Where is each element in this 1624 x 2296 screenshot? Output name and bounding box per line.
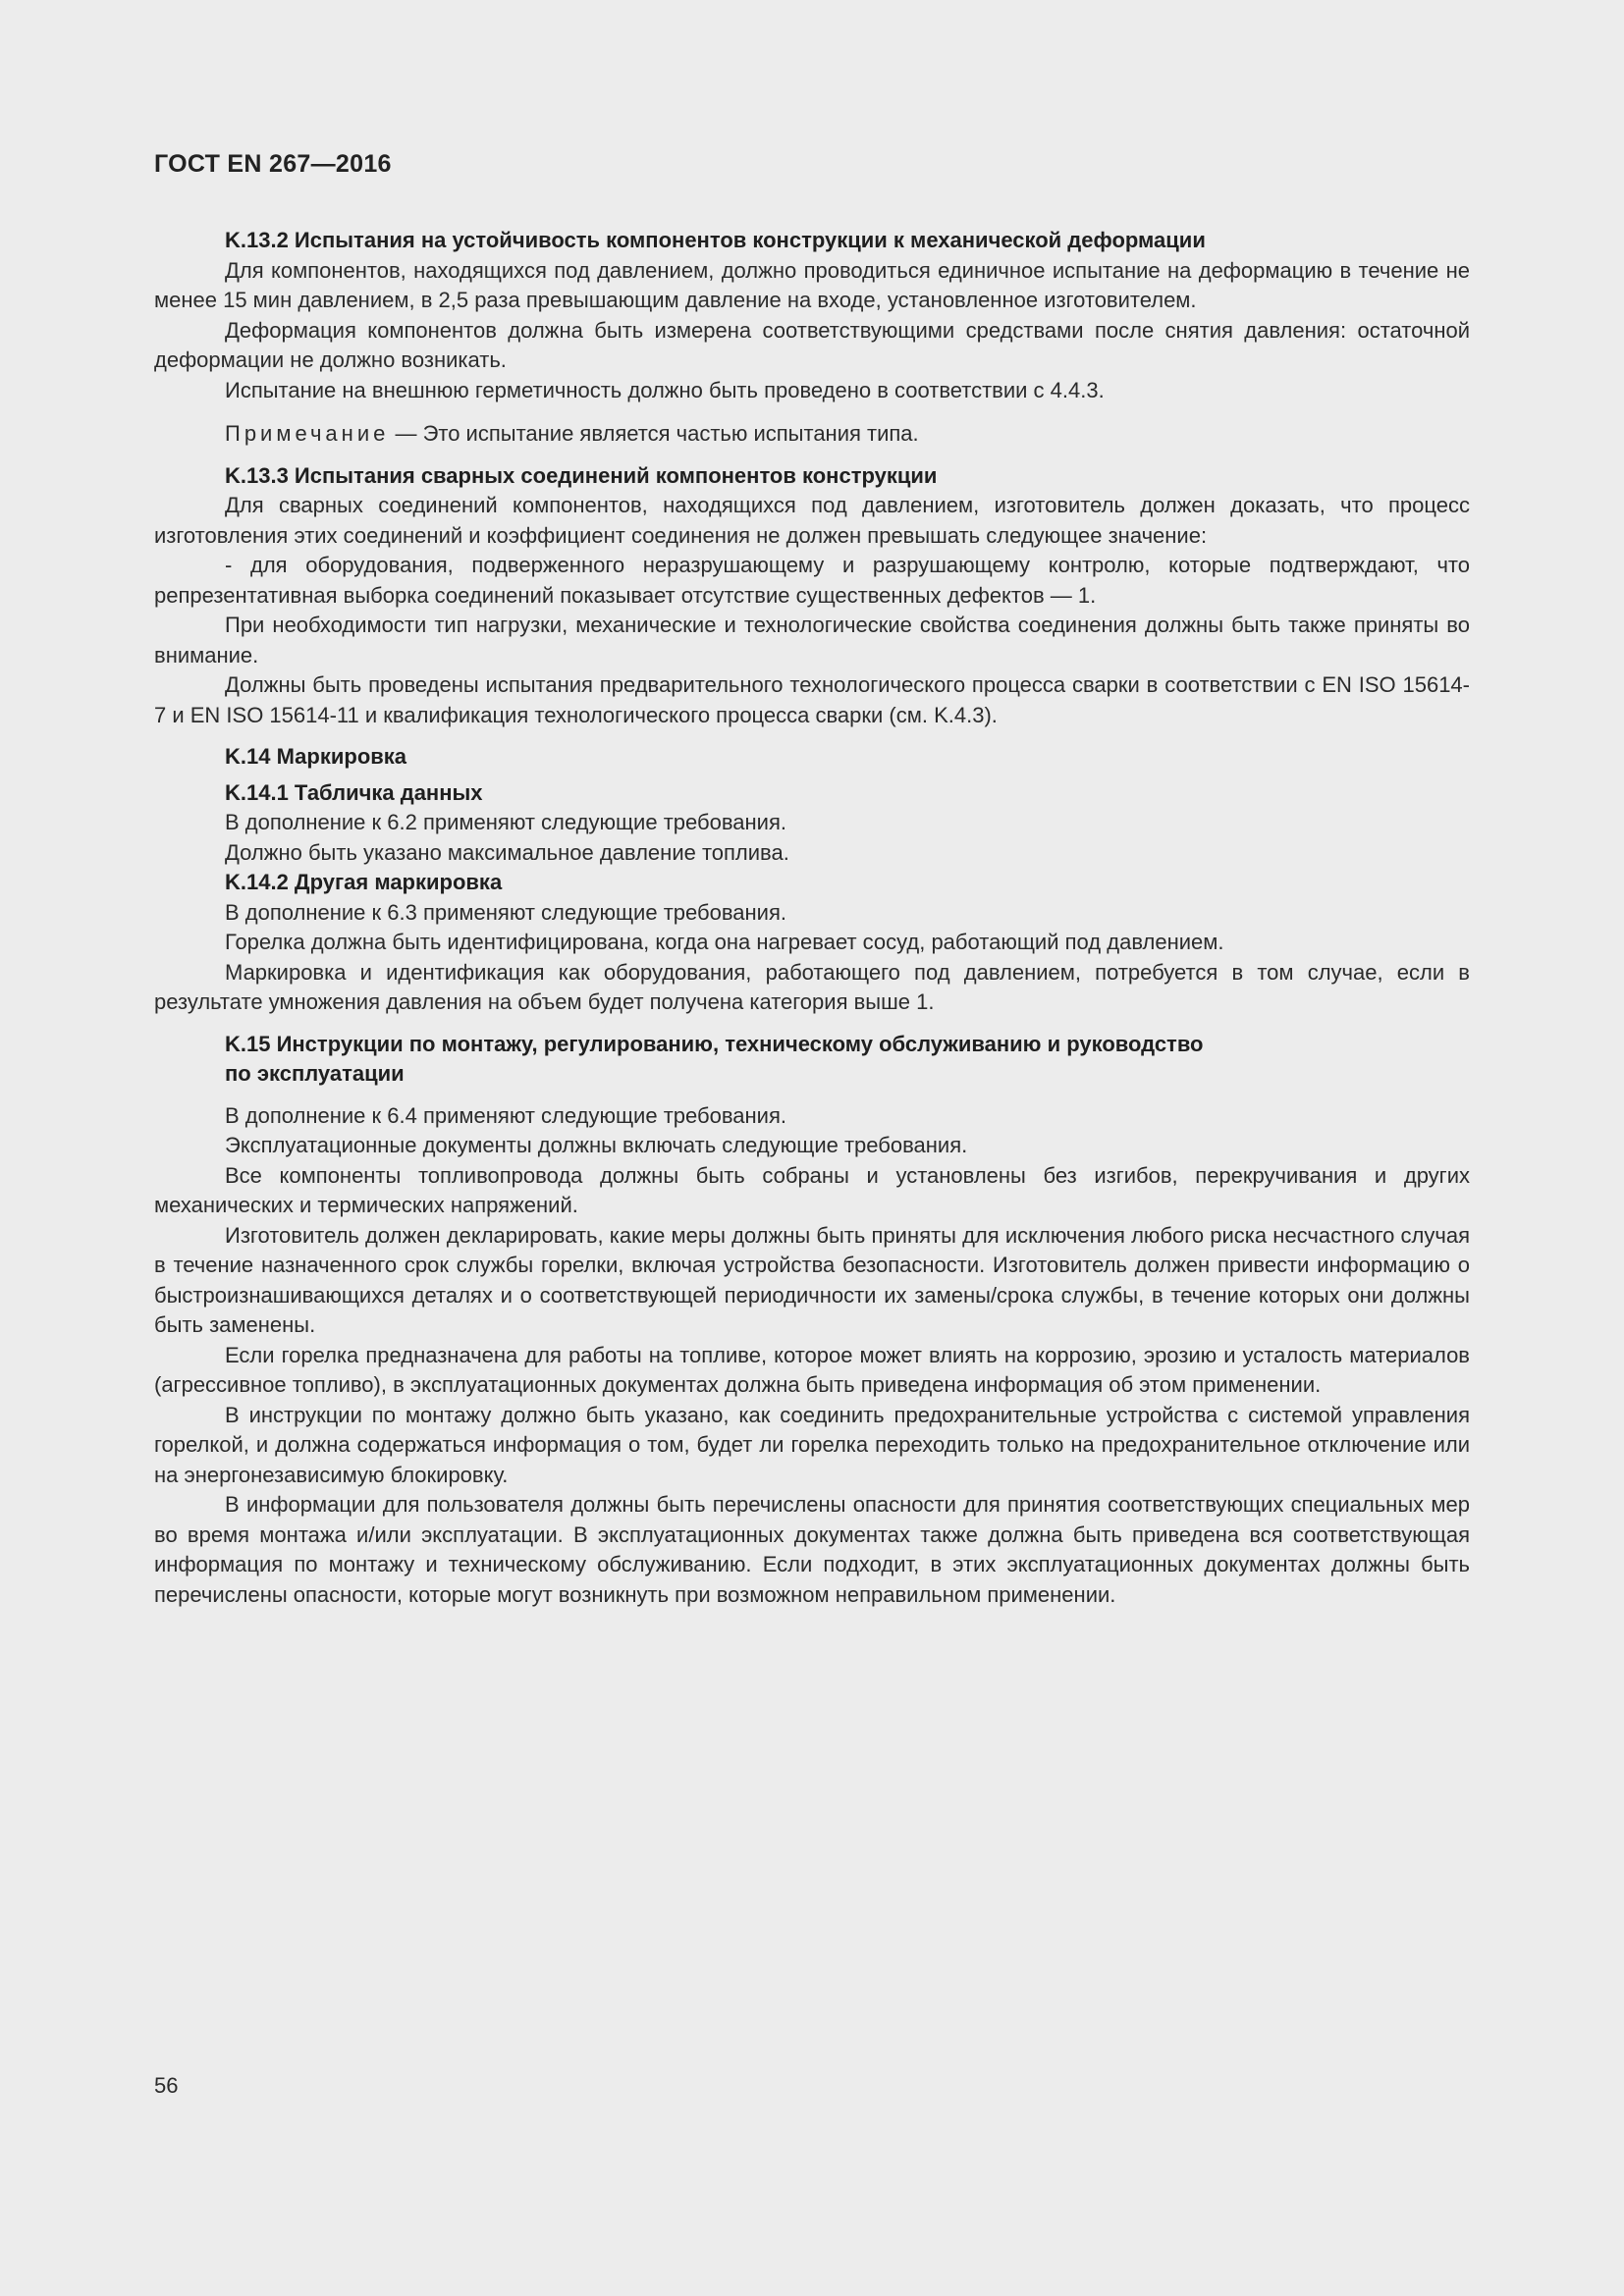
section-heading-k14: K.14 Маркировка [225, 744, 407, 769]
paragraph: В дополнение к 6.3 применяют следующие требования. [225, 899, 786, 925]
spacer [154, 1090, 1470, 1101]
paragraph: Эксплуатационные документы должны включать следующие требования. [225, 1133, 968, 1157]
paragraph: В дополнение к 6.2 применяют следующие требования. [225, 810, 786, 834]
paragraph: В дополнение к 6.4 применяют следующие требования. [225, 1102, 786, 1128]
paragraph: В инструкции по монтажу должно быть указано, как соединить предохранительные устройства с системой управления горелкой, и должна содержаться информация о том, будет ли горелка переходить только на предохранительное отключение или на энергонезависимую блокировку. [154, 1402, 1470, 1487]
paragraph: Маркировка и идентификация как оборудования, работающего под давлением, потребуется в том случае, если в результате умножения давления на объем будет получена категория выше 1. [154, 959, 1470, 1014]
document-header: ГОСТ EN 267—2016 [154, 150, 392, 178]
paragraph: При необходимости тип нагрузки, механические и технологические свойства соединения должны быть также приняты во внимание. [154, 613, 1470, 667]
section-heading-k14-2: K.14.2 Другая маркировка [225, 870, 503, 894]
note-label: Примечание [225, 421, 390, 446]
paragraph: Если горелка предназначена для работы на топливе, которое может влиять на коррозию, эрозию и усталость материалов (агрессивное топливо), в эксплуатационных документах должна быть приведена информация об этом применении. [154, 1342, 1470, 1397]
section-heading-k15 [154, 1030, 1470, 1090]
document-body [154, 226, 1470, 1610]
section-heading-k13-2: K.13.2 Испытания на устойчивость компонентов конструкции к механической деформации [225, 228, 1206, 252]
section-heading-k14-1: K.14.1 Табличка данных [225, 779, 483, 805]
paragraph: Изготовитель должен декларировать, какие меры должны быть приняты для исключения любого риска несчастного случая в течение назначенного срок службы горелки, включая устройства безопасности. Изготовитель должен привести информацию о быстроизнашивающихся деталях и о соответствующей периодичности их замены/срока службы, в течение которых они должны быть заменены. [154, 1222, 1470, 1337]
paragraph: Для сварных соединений компонентов, находящихся под давлением, изготовитель должен доказать, что процесс изготовления этих соединений и коэффициент соединения не должен превышать следующее значение: [154, 493, 1470, 548]
page-number: 56 [154, 2073, 179, 2098]
heading-line: по эксплуатации [225, 1061, 405, 1086]
paragraph: Горелка должна быть идентифицирована, когда она нагревает сосуд, работающий под давлением. [225, 930, 1224, 954]
section-heading-k13-3: K.13.3 Испытания сварных соединений компонентов конструкции [225, 462, 938, 488]
note-text: — Это испытание является частью испытания типа. [389, 421, 919, 446]
heading-line: K.15 Инструкции по монтажу, регулированию, техническому обслуживанию и руководство [225, 1031, 1204, 1056]
paragraph: - для оборудования, подверженного неразрушающему и разрушающему контролю, которые подтверждают, что репрезентативная выборка соединений показывает отсутствие существенных дефектов — 1. [154, 553, 1470, 608]
paragraph: Испытание на внешнюю герметичность должно быть проведено в соответствии с 4.4.3. [225, 377, 1105, 402]
paragraph: В информации для пользователя должны быть перечислены опасности для принятия соответствующих специальных мер во время монтажа и/или эксплуатации. В эксплуатационных документах также должна быть приведена вся соответствующая информация по монтажу и техническому обслуживанию. Если подходит, в этих эксплуатационных документах должны быть перечислены опасности, которые могут возникнуть при возможном неправильном применении. [154, 1492, 1470, 1607]
paragraph: Все компоненты топливопровода должны быть собраны и установлены без изгибов, перекручивания и других механических и термических напряжений. [154, 1162, 1470, 1217]
paragraph: Для компонентов, находящихся под давлением, должно проводиться единичное испытание на деформацию в течение не менее 15 мин давлением, в 2,5 раза превышающим давление на входе, установленное изготовителем. [154, 257, 1470, 312]
paragraph: Деформация компонентов должна быть измерена соответствующими средствами после снятия давления: остаточной деформации не должно возникать. [154, 317, 1470, 372]
paragraph: Должны быть проведены испытания предварительного технологического процесса сварки в соответствии с EN ISO 15614-7 и EN ISO 15614-11 и квалификация технологического процесса сварки (см. K.4.3). [154, 672, 1470, 727]
paragraph: Должно быть указано максимальное давление топлива. [225, 839, 789, 865]
note [154, 419, 1470, 450]
